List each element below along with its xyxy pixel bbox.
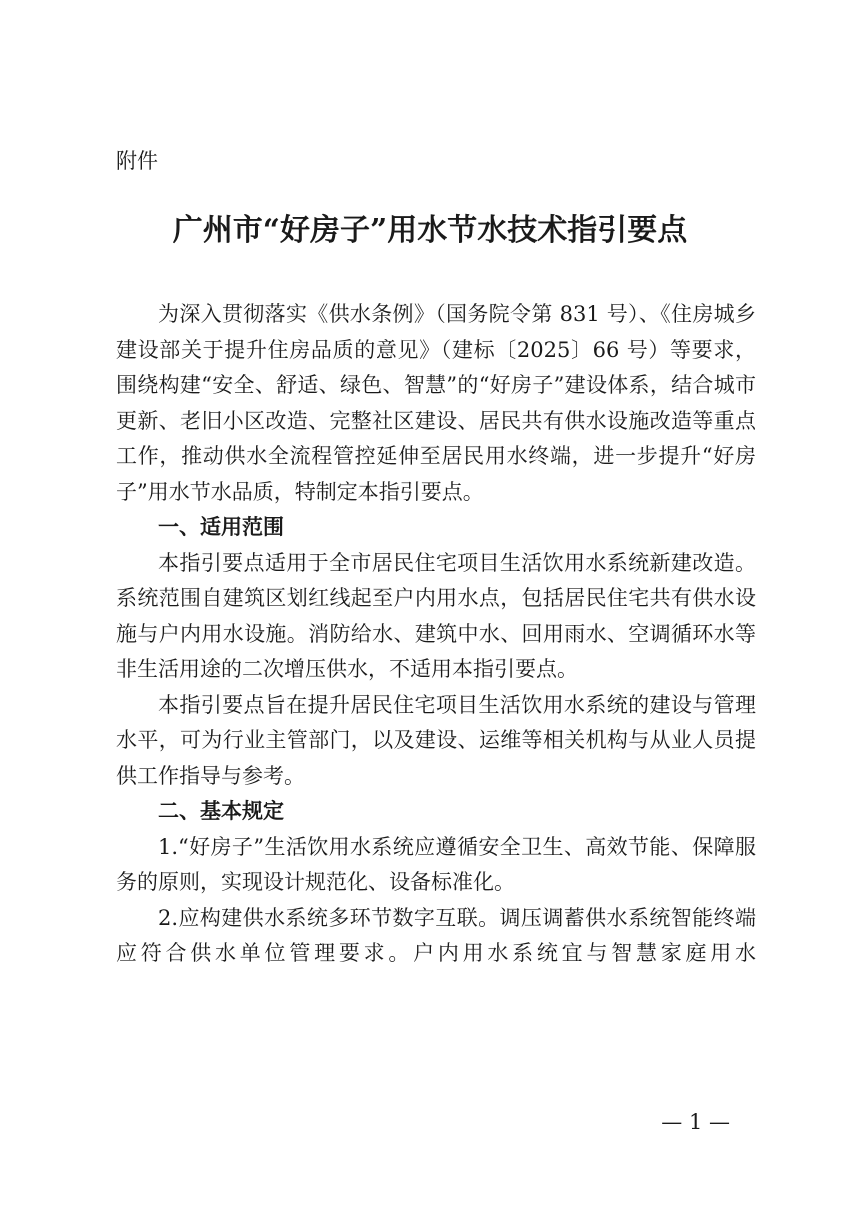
scope-paragraph-1: 本指引要点适用于全市居民住宅项目生活饮用水系统新建改造。系统范围自建筑区划红线起至户内用水点，包括居民住宅共有供水设施与户内用水设施。消防给水、建筑中水、回用雨水、空调循环水等非生活用途的二次增压供水，不适用本指引要点。 [116,550,756,681]
page-number: — 1 — [661,1110,730,1134]
intro-paragraph: 为深入贯彻落实《供水条例》（国务院令第 831 号）、《住房城乡建设部关于提升住房品质的意见》（建标〔2025〕66 号）等要求，围绕构建“安全、舒适、绿色、智慧”的“好房子”建设体系，结合城市更新、老旧小区改造、完整社区建设、居民共有供水设施改造等重点工作，推动供水全流程管控延伸至居民用水终端，进一步提升“好房子”用水节水品质，特制定本指引要点。 [116,302,756,504]
rules-paragraph-2: 2.应构建供水系统多环节数字互联。调压调蓄供水系统智能终端应符合供水单位管理要求。户内用水系统宜与智慧家庭用水 [116,905,756,965]
section-heading-rules: 二、基本规定 [158,799,284,823]
rules-paragraph-1: 1.“好房子”生活饮用水系统应遵循安全卫生、高效节能、保障服务的原则，实现设计规范化、设备标准化。 [116,834,756,894]
section-heading-scope: 一、适用范围 [158,515,284,539]
document-title: 广州市“好房子”用水节水技术指引要点 [172,213,688,248]
scope-paragraph-2: 本指引要点旨在提升居民住宅项目生活饮用水系统的建设与管理水平，可为行业主管部门，以及建设、运维等相关机构与从业人员提供工作指导与参考。 [116,692,756,788]
document-body [116,297,756,972]
attachment-label: 附件 [116,149,158,173]
